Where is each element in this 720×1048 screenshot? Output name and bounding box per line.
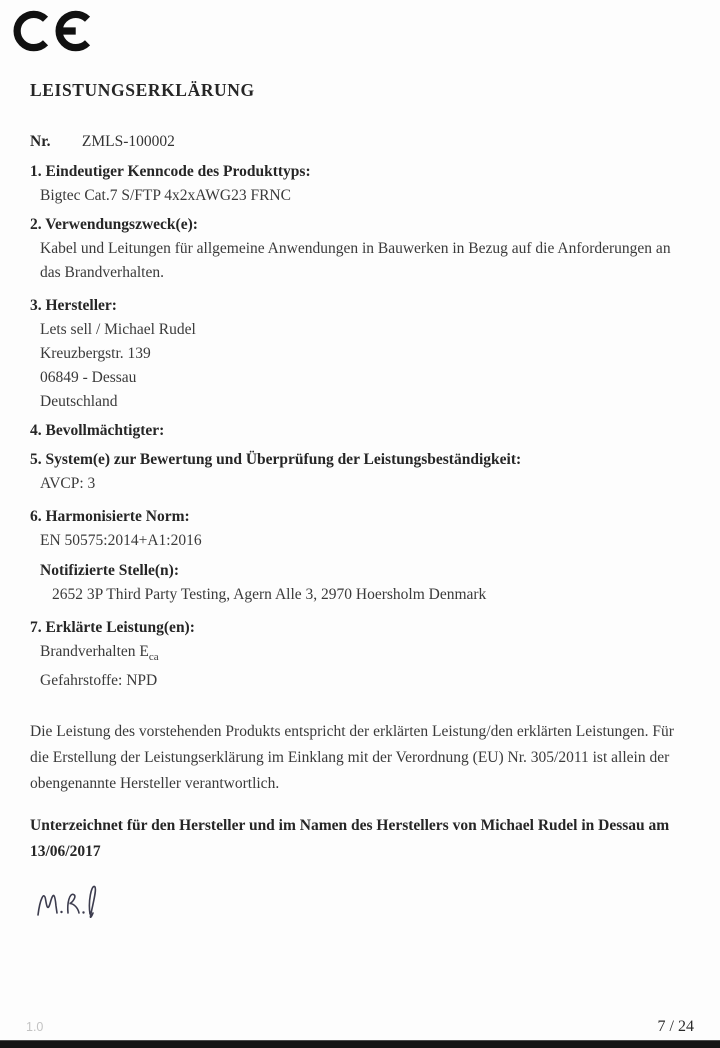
manufacturer-city: 06849 - Dessau <box>40 369 137 386</box>
section-1-heading: 1. Eindeutiger Kenncode des Produkttyps: <box>30 163 311 180</box>
section-avcp-system <box>30 448 692 496</box>
fire-class-subscript: ca <box>148 651 159 663</box>
section-7-heading: 7. Erklärte Leistung(en): <box>30 619 195 636</box>
section-2-body: Kabel und Leitungen für allgemeine Anwendungen in Bauwerken in Bezug auf die Anforderungen an das Brandverhalten. <box>40 240 671 281</box>
signature-handwriting <box>32 877 692 934</box>
dop-number-label: Nr. <box>30 133 51 150</box>
section-harmonized-standard <box>30 505 692 607</box>
dop-number-value: ZMLS-100002 <box>81 133 175 150</box>
fire-behavior-label: Brandverhalten E <box>40 643 149 660</box>
section-declared-performance <box>30 616 692 693</box>
section-4-heading: 4. Bevollmächtigter: <box>30 422 165 439</box>
page-title: LEISTUNGSERKLÄRUNG <box>30 80 255 100</box>
section-1-body: Bigtec Cat.7 S/FTP 4x2xAWG23 FRNC <box>40 187 291 204</box>
manufacturer-street: Kreuzbergstr. 139 <box>40 345 151 362</box>
standard-reference: EN 50575:2014+A1:2016 <box>40 532 202 549</box>
manufacturer-country: Deutschland <box>40 393 118 410</box>
section-authorized-representative <box>30 419 692 443</box>
section-2-heading: 2. Verwendungszweck(e): <box>30 216 198 233</box>
responsibility-statement: Die Leistung des vorstehenden Produkts entspricht der erklärten Leistung/den erklärten Leistungen. Für die Erstellung der Leistungserklärung im Einklang mit der Verordnung (EU) Nr. 305/2011 ist allein der obengenannte Hersteller verantwortlich. <box>30 723 674 792</box>
document-version: 1.0 <box>26 1020 44 1034</box>
fire-behavior-line <box>30 640 692 669</box>
hazardous-substances-line: Gefahrstoffe: NPD <box>40 672 158 689</box>
section-manufacturer <box>30 294 692 414</box>
section-intended-use <box>30 213 692 285</box>
notified-body-heading: Notifizierte Stelle(n): <box>40 562 180 579</box>
section-product-code <box>30 160 692 208</box>
section-3-heading: 3. Hersteller: <box>30 297 117 314</box>
signing-statement: Unterzeichnet für den Hersteller und im Namen des Herstellers von Michael Rudel in Dessau am 13/06/2017 <box>30 817 670 860</box>
dop-number-row <box>30 133 692 151</box>
page-number: 7 / 24 <box>657 1018 694 1035</box>
manufacturer-name: Lets sell / Michael Rudel <box>40 321 196 338</box>
notified-body-value: 2652 3P Third Party Testing, Agern Alle 3, 2970 Hoersholm Denmark <box>52 586 487 603</box>
section-5-heading: 5. System(e) zur Bewertung und Überprüfung der Leistungsbeständigkeit: <box>30 451 522 468</box>
section-5-body: AVCP: 3 <box>40 475 96 492</box>
section-6-heading: 6. Harmonisierte Norm: <box>30 508 190 525</box>
ce-mark-icon <box>12 8 96 54</box>
scan-edge-strip <box>0 1040 720 1048</box>
